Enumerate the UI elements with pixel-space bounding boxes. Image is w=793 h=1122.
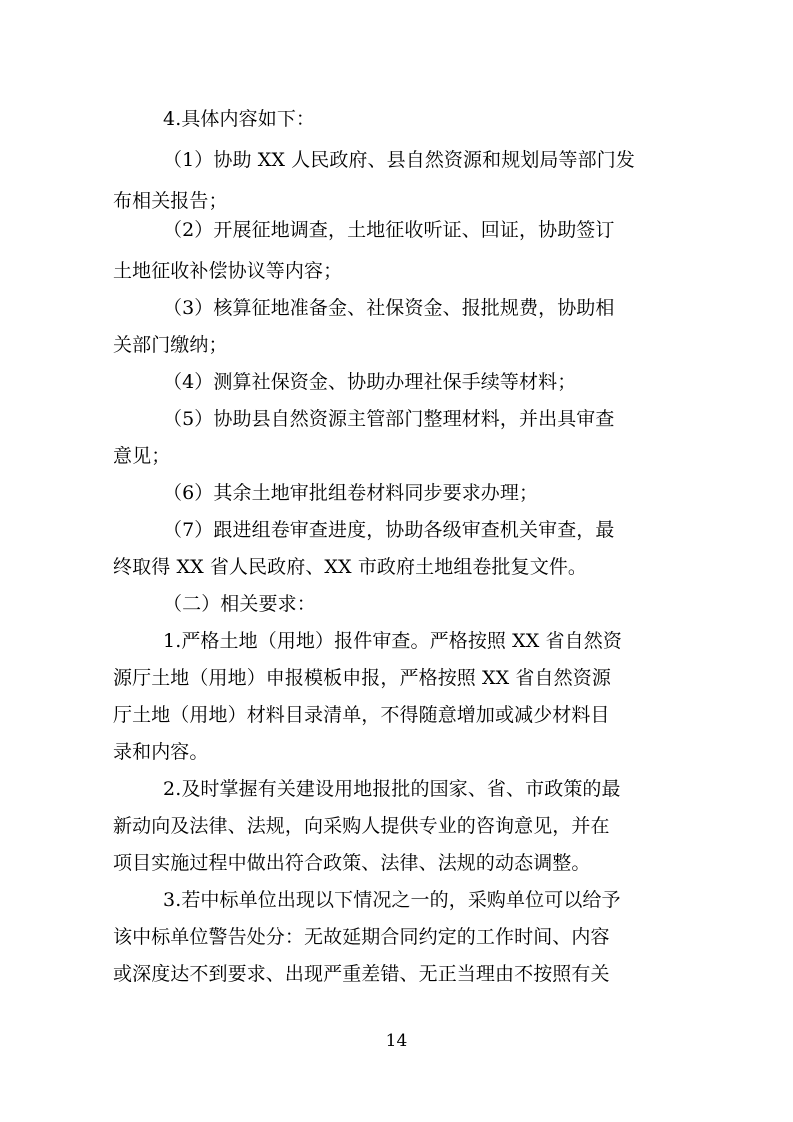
text-line: （7）跟进组卷审查进度，协助各级审查机关审查，最: [163, 519, 615, 541]
text-line: （3）核算征地准备金、社保资金、报批规费，协助相: [163, 297, 615, 319]
section-heading: （二）相关要求：: [163, 593, 316, 615]
page-number: 14: [385, 1031, 408, 1051]
text-line: 关部门缴纳；: [113, 334, 228, 356]
text-line: 厅土地（用地）材料目录清单，不得随意增加或减少材料目: [113, 704, 610, 726]
text-line: 意见；: [113, 445, 171, 467]
text-line: （1）协助 XX 人民政府、县自然资源和规划局等部门发: [163, 149, 635, 171]
text-line: 新动向及法律、法规，向采购人提供专业的咨询意见，并在: [113, 815, 610, 837]
text-line: 布相关报告；: [113, 190, 228, 212]
text-line: 或深度达不到要求、出现严重差错、无正当理由不按照有关: [113, 963, 610, 985]
text-line: 4.具体内容如下：: [163, 108, 316, 130]
text-line: 该中标单位警告处分：无故延期合同约定的工作时间、内容: [113, 926, 610, 948]
text-line: （5）协助县自然资源主管部门整理材料，并出具审查: [163, 408, 615, 430]
text-line: 源厅土地（用地）申报模板申报，严格按照 XX 省自然资源: [113, 667, 611, 689]
text-line: 录和内容。: [113, 741, 209, 763]
text-line: （4）测算社保资金、协助办理社保手续等材料；: [163, 371, 577, 393]
text-line: 3.若中标单位出现以下情况之一的，采购单位可以给予: [163, 889, 621, 911]
text-line: 项目实施过程中做出符合政策、法律、法规的动态调整。: [113, 852, 591, 874]
text-line: 终取得 XX 省人民政府、XX 市政府土地组卷批复文件。: [113, 556, 588, 578]
text-line: （2）开展征地调查，土地征收听证、回证，协助签订: [163, 219, 615, 241]
text-line: 土地征收补偿协议等内容；: [113, 260, 343, 282]
text-line: （6）其余土地审批组卷材料同步要求办理；: [163, 482, 539, 504]
text-line: 1.严格土地（用地）报件审查。严格按照 XX 省自然资: [163, 630, 622, 652]
text-line: 2.及时掌握有关建设用地报批的国家、省、市政策的最: [163, 778, 621, 800]
